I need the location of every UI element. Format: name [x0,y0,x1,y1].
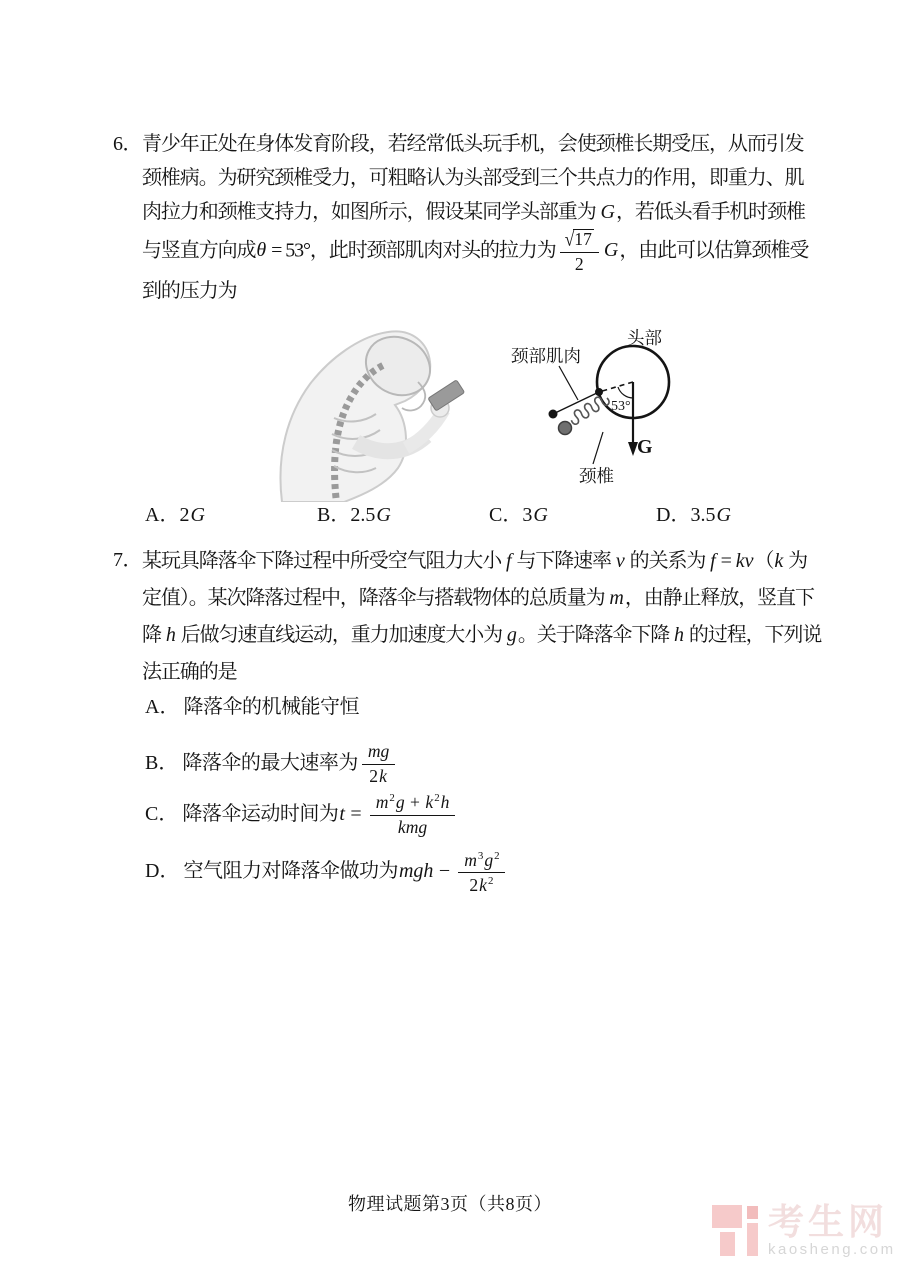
watermark-brand-text: 考生网 [768,1202,889,1242]
text-segment: 2 [494,849,500,862]
text-line [142,617,822,654]
text-segment: 2 [179,504,190,526]
math-fraction [458,850,504,896]
text-segment: 3.5 [690,504,716,526]
text-segment: 青少年正处在身体发育阶段，若经常低头玩手机，会使颈椎长期受压，从而引发 [142,133,804,155]
text-segment: k [479,875,487,896]
text-segment: 的过程，下列说 [685,624,822,646]
text-segment: 降落伞的机械能守恒 [183,696,359,718]
muscle-label-pointer [559,366,578,400]
option-6C: C．3G [489,504,548,526]
text-line [142,127,822,161]
text-segment: 的关系为 [625,550,710,572]
text-segment: = [716,550,735,572]
angle-label: 53° [611,399,631,414]
vertebra-base-dot [559,422,572,435]
text-segment: g [484,849,494,870]
text-line [142,161,822,195]
text-segment: 降落伞运动时间为 [182,802,339,825]
text-segment: 2 [389,792,395,805]
option-7A-value [183,696,359,718]
math-fraction [560,229,599,274]
text-line [142,229,822,274]
vertebra-label-pointer [593,432,603,464]
text-segment: √17 [564,227,592,251]
text-segment: ，若低头看手机时颈椎 [615,201,805,223]
text-segment: 肉拉力和颈椎支持力，如图所示，假设某同学头部重为 [142,201,600,223]
text-segment: G [600,201,615,223]
muscle-attachment-dot-base [549,410,558,419]
text-segment: 2.5 [350,504,376,526]
text-segment: 某玩具降落伞下降过程中所受空气阻力大小 [142,550,505,572]
option-7C: C． 降落伞运动时间为t = $\frac{m^2g + k^2h}{\text{kmg}}$ [145,792,785,837]
text-segment: G [376,504,391,526]
text-segment: t [339,802,345,825]
option-6B: B．2.5G [317,504,391,526]
question-6-text [142,127,822,308]
neck-force-diagram [495,320,707,496]
text-segment: 与下降速率 [512,550,615,572]
watermark-domain-text: kaosheng.com [768,1241,896,1258]
spring-coil [568,393,610,426]
text-segment: G [533,504,548,526]
text-segment: mgh [398,860,434,883]
text-segment: ，由此可以估算颈椎受 [619,239,809,262]
question-6-number: 6． [113,133,142,155]
person-looking-at-phone-illustration [248,318,480,502]
text-segment: m [464,849,477,870]
option-7D: D． 空气阻力对降落伞做功为mgh − $\frac{m^3g^2}{2k^2}$ [145,850,785,896]
text-line [142,274,822,308]
question-7-options [145,694,785,896]
text-segment: g [506,624,517,646]
weight-label: G [637,436,653,458]
text-segment: 后做匀速直线运动，重力加速度大小为 [176,624,506,646]
vertebra-label: 颈椎 [579,466,614,486]
text-segment: 降落伞的最大速率为 [182,751,358,774]
text-segment: 到的压力为 [142,280,237,303]
text-segment: θ [256,239,267,262]
option-6D-value [690,504,731,526]
text-segment: G [716,504,731,526]
text-segment: k [379,765,387,786]
text-segment: 为 [784,550,808,572]
text-segment: k [425,792,434,813]
question-7-text [142,543,822,691]
text-segment: G [603,239,619,262]
text-segment: 2 [434,792,440,805]
text-segment: h [674,624,685,646]
text-segment: − [434,860,455,883]
math-fraction [370,792,456,837]
text-segment: h [440,792,450,813]
text-segment: kmg [397,816,428,837]
option-6A: A．2G [145,504,205,526]
option-7A: A． 降落伞的机械能守恒 [145,696,359,718]
text-line [142,654,822,691]
text-segment: ，由静止释放，竖直下 [624,587,814,609]
text-line [142,580,822,617]
text-segment: kv [735,550,754,572]
neck-axis-dashed-line [599,382,633,392]
text-segment: 。关于降落伞下降 [517,624,674,646]
text-segment: 法正确的是 [142,661,237,683]
text-segment: 空气阻力对降落伞做功为 [183,860,398,883]
text-segment: 2 [369,765,379,786]
question-6-figure [0,318,900,502]
text-segment: 2 [487,875,494,888]
text-segment: = [345,802,366,825]
question-7-number: 7． [113,549,142,571]
angle-arc [618,387,633,398]
text-segment: 2 [469,875,479,896]
page-footer: 物理试题第3页（共8页） [348,1194,552,1214]
math-fraction [362,742,396,786]
option-7B: B． 降落伞的最大速率为 $\frac{mg}{2k}$ [145,742,785,786]
head-label: 头部 [627,328,662,348]
text-segment: 2 [574,253,584,274]
text-segment: 定值）。某次降落过程中，降落伞与搭载物体的总质量为 [142,587,609,609]
text-segment: 3 [522,504,533,526]
text-segment: G [190,504,205,526]
text-segment: + [405,792,425,813]
muscle-attachment-dot-head [595,388,603,396]
text-segment: 颈椎病。为研究颈椎受力，可粗略认为头部受到三个共点力的作用，即重力、肌 [142,167,804,189]
text-segment: m [609,587,624,609]
text-segment: （ [754,550,774,572]
option-6A-value [179,504,205,526]
kaosheng-watermark [712,1203,894,1263]
text-segment: 3 [477,849,484,862]
text-line [142,543,822,580]
text-segment: = 53°，此时颈部肌肉对头的拉力为 [267,239,556,262]
text-line [142,195,822,229]
option-6B-value [350,504,391,526]
text-segment: v [615,550,625,572]
text-segment: h [165,624,176,646]
neck-muscle-label: 颈部肌肉 [511,346,581,366]
option-6D: D．3.5G [656,504,731,526]
text-segment: f [506,550,512,572]
text-segment: 与竖直方向成 [142,239,256,262]
kaosheng-logo-icon [712,1203,760,1261]
text-segment: mg [367,741,390,761]
text-segment: 降 [142,624,165,646]
option-6C-value [522,504,548,526]
text-segment: m [375,792,389,813]
text-segment: k [774,550,784,572]
text-segment: g [395,792,405,813]
text-segment: f [710,550,716,572]
